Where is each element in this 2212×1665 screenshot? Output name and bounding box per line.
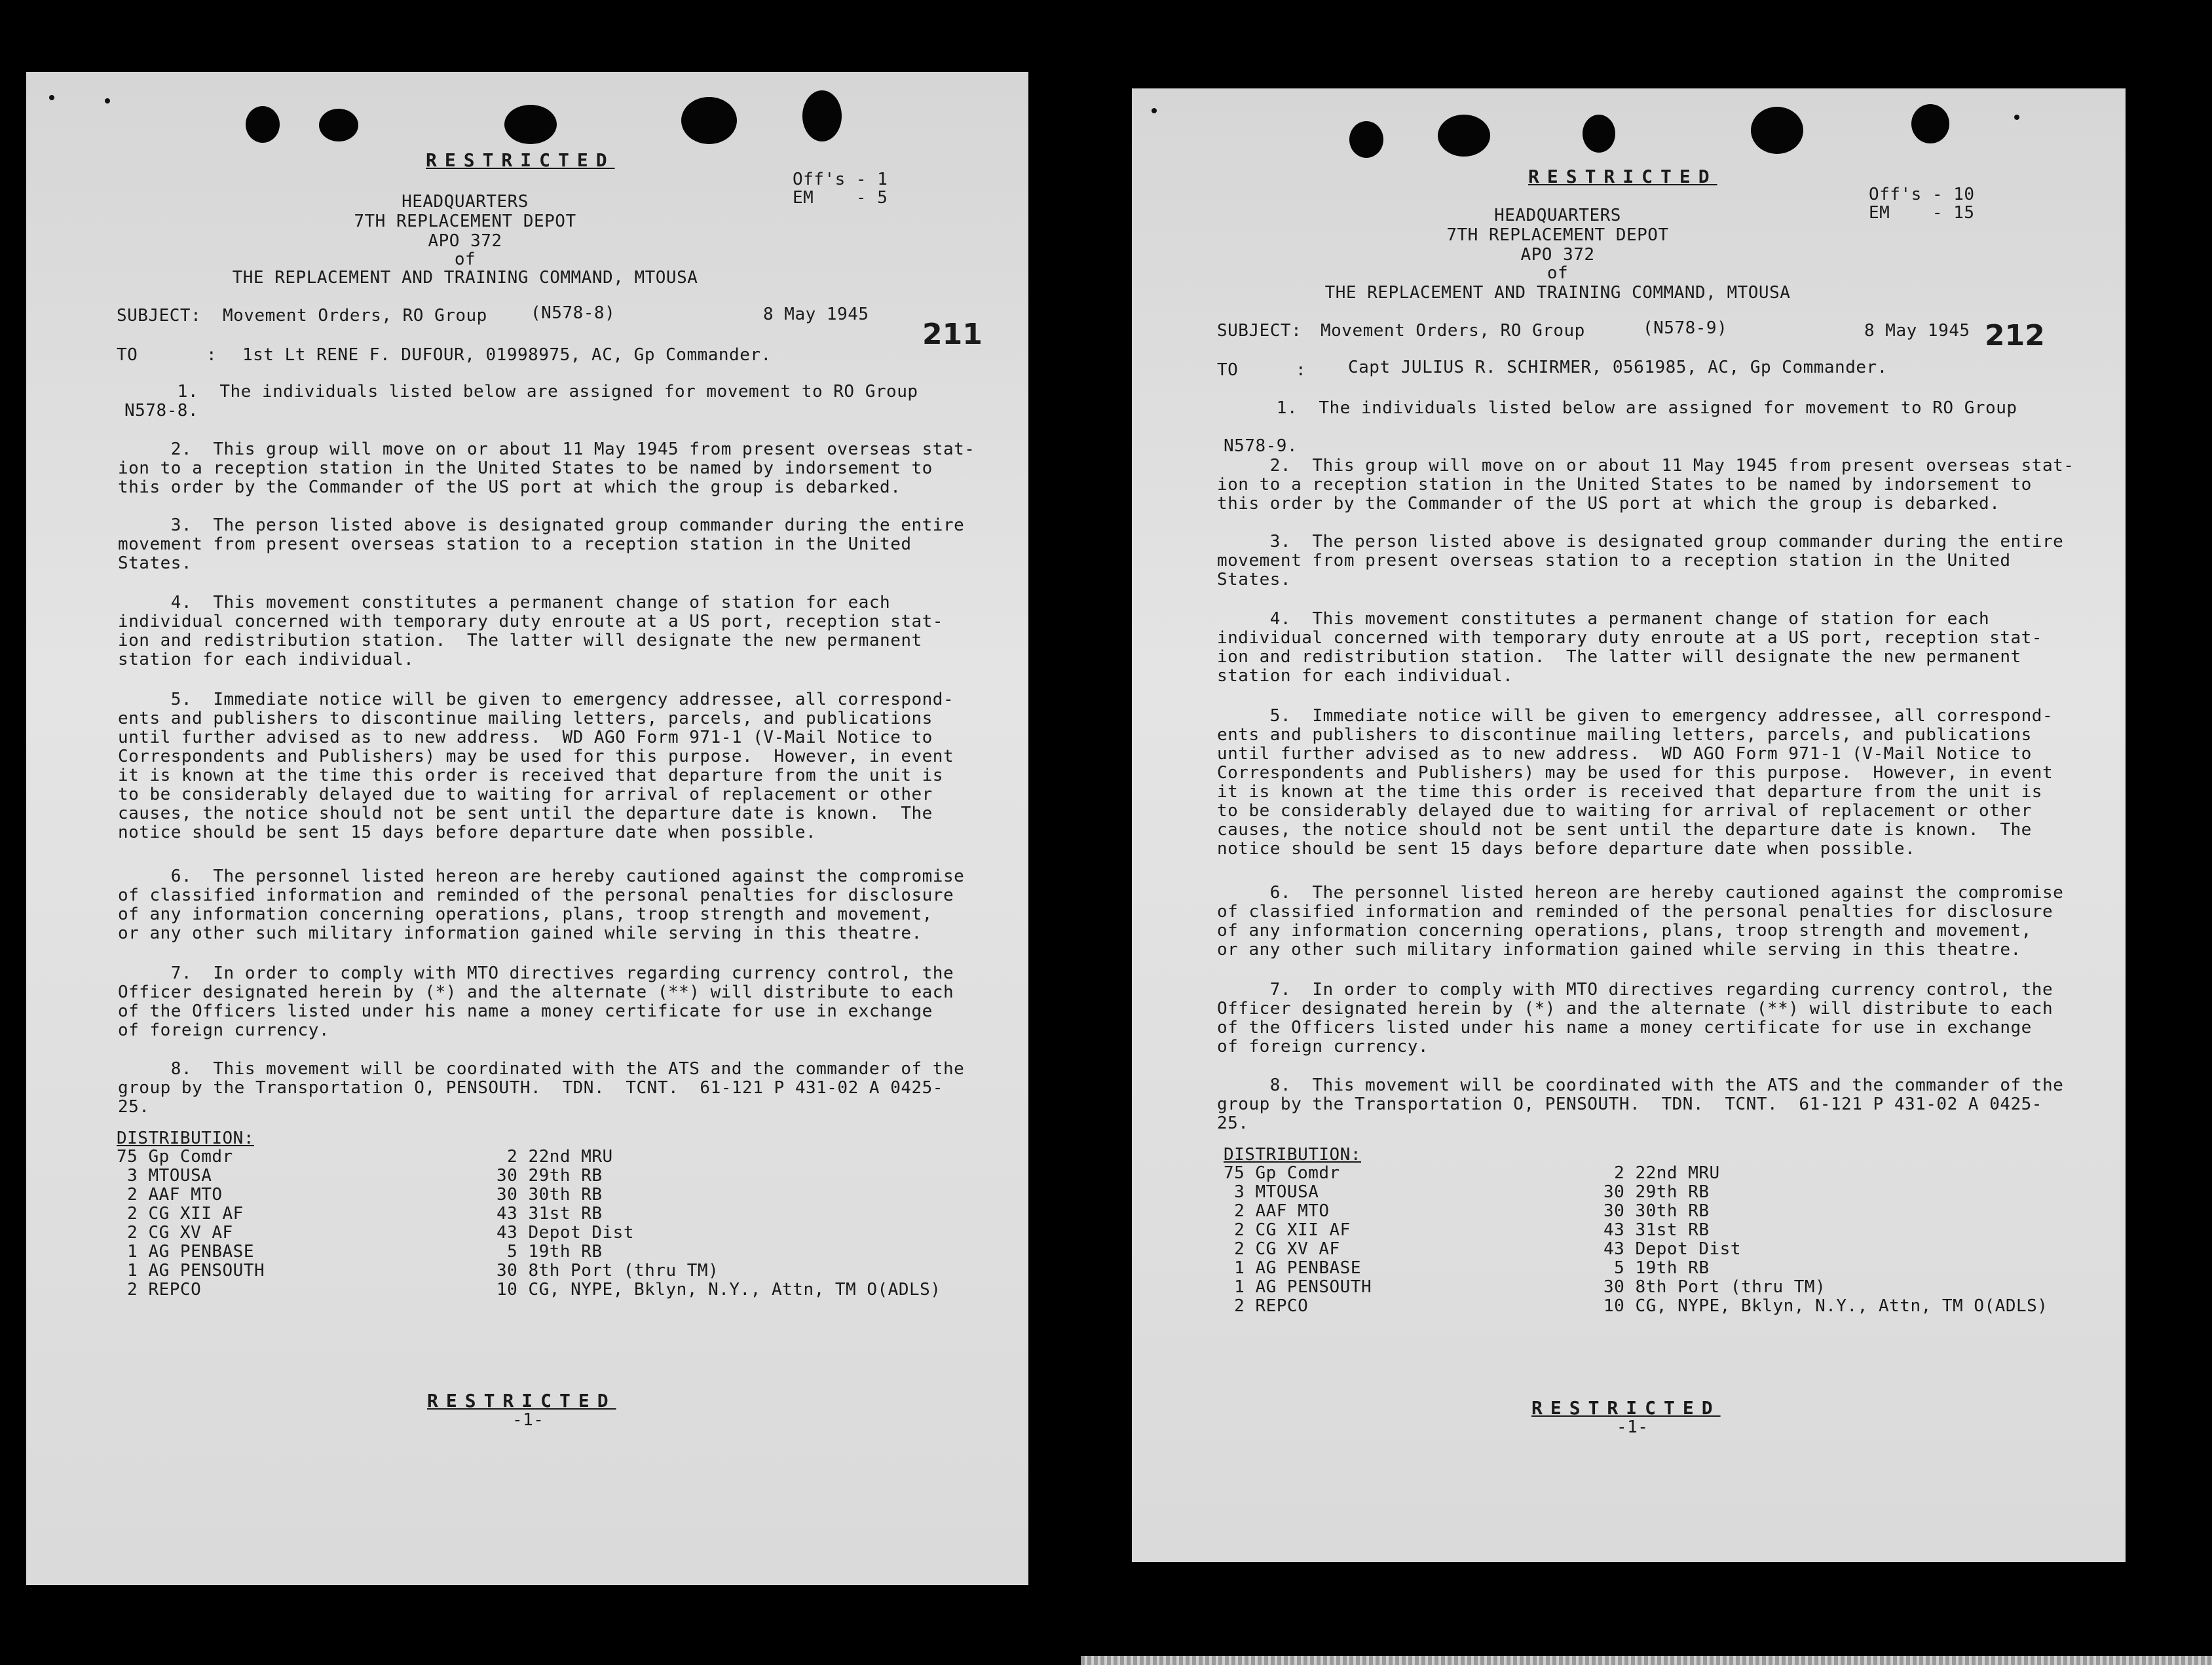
to-label: TO bbox=[117, 345, 138, 365]
distribution-list-right: 2 22nd MRU 30 29th RB 30 30th RB 43 31st RB 43 Depot Dist 5 19th RB 30 8th Port (thru TM) 10 CG, NYPE, Bklyn, N.Y., Attn, TM O(ADLS) bbox=[497, 1147, 941, 1300]
officer-count: Off's - 1 bbox=[793, 170, 888, 189]
speck bbox=[105, 98, 110, 103]
order-code: (N578-8) bbox=[531, 303, 616, 323]
apo-heading: APO 372 bbox=[1520, 245, 1595, 265]
subject-label: SUBJECT: bbox=[1217, 321, 1302, 341]
film-edge-strip bbox=[1081, 1656, 2212, 1665]
document-page-left bbox=[26, 72, 1028, 1585]
of-heading: of bbox=[1547, 263, 1569, 283]
paragraph-4: 4. This movement constitutes a permanent change of station for each individual concerned with temporary duty enroute at a US port, reception stat- ion and redistribution station. The latter will designate the new permanent station for each individual. bbox=[1217, 609, 2042, 686]
punch-hole bbox=[681, 97, 737, 144]
apo-heading: APO 372 bbox=[428, 231, 502, 251]
to-label: TO bbox=[1217, 360, 1239, 380]
page-number: -1- bbox=[1617, 1417, 1649, 1437]
punch-hole bbox=[1911, 104, 1949, 143]
to-recipient: 1st Lt RENE F. DUFOUR, 01998975, AC, Gp Commander. bbox=[242, 345, 772, 365]
command-heading: THE REPLACEMENT AND TRAINING COMMAND, MTOUSA bbox=[1324, 283, 1791, 303]
punch-hole bbox=[1583, 115, 1615, 153]
hq-heading: HEADQUARTERS bbox=[1494, 206, 1621, 225]
classification-footer: RESTRICTED bbox=[1531, 1397, 1721, 1419]
order-date: 8 May 1945 bbox=[1864, 321, 1970, 341]
hq-heading: HEADQUARTERS bbox=[402, 192, 529, 212]
punch-hole bbox=[319, 109, 358, 141]
paragraph-4: 4. This movement constitutes a permanent change of station for each individual concerned with temporary duty enroute at a US port, reception stat- ion and redistribution station. The latter will designate the new permanent station for each individual. bbox=[118, 593, 943, 669]
of-heading: of bbox=[454, 250, 476, 269]
subject-text: Movement Orders, RO Group bbox=[1321, 321, 1585, 341]
document-number: 211 bbox=[922, 318, 983, 351]
paragraph-2: 2. This group will move on or about 11 May 1945 from present overseas stat- ion to a reception station in the United States to be named by indorsement to this order by the Commander of the US port at which the group is debarked. bbox=[1217, 456, 2074, 514]
page-number: -1- bbox=[512, 1410, 544, 1430]
speck bbox=[1152, 108, 1157, 113]
speck bbox=[2014, 115, 2019, 120]
punch-hole bbox=[246, 106, 280, 143]
order-date: 8 May 1945 bbox=[763, 305, 869, 324]
enlisted-count: EM - 5 bbox=[793, 188, 888, 208]
paragraph-3: 3. The person listed above is designated group commander during the entire movement from present overseas station to a reception station in the United States. bbox=[1217, 532, 2064, 589]
paragraph-8: 8. This movement will be coordinated with the ATS and the commander of the group by the Transportation O, PENSOUTH. TDN. TCNT. 61-121 P 431-02 A 0425- 25. bbox=[1217, 1076, 2064, 1133]
paragraph-1: 1. The individuals listed below are assigned for movement to RO Group N578-9. bbox=[1224, 398, 2017, 456]
order-code: (N578-9) bbox=[1643, 318, 1728, 338]
paragraph-7: 7. In order to comply with MTO directives regarding currency control, the Officer designated herein by (*) and the alternate (**) will distribute to each of the Officers listed under his name a money certificate for use in exchange of foreign currency. bbox=[118, 963, 954, 1040]
officer-count: Off's - 10 bbox=[1869, 185, 1975, 204]
document-number: 212 bbox=[1985, 319, 2045, 352]
enlisted-count: EM - 15 bbox=[1869, 203, 1975, 223]
document-page-right bbox=[1132, 88, 2126, 1562]
classification-footer: RESTRICTED bbox=[427, 1390, 616, 1412]
paragraph-1: 1. The individuals listed below are assigned for movement to RO Group N578-8. bbox=[124, 382, 918, 421]
paragraph-6: 6. The personnel listed hereon are hereby cautioned against the compromise of classified information and reminded of the personal penalties for disclosure of any information concerning operations, plans, troop strength and movement, or any other such military information gained while serving in this theatre. bbox=[118, 867, 965, 943]
distribution-list-left: 75 Gp Comdr 3 MTOUSA 2 AAF MTO 2 CG XII AF 2 CG XV AF 1 AG PENBASE 1 AG PENSOUTH 2 REPCO bbox=[1224, 1163, 1372, 1316]
punch-hole bbox=[1751, 107, 1803, 154]
speck bbox=[49, 95, 54, 100]
paragraph-2: 2. This group will move on or about 11 May 1945 from present overseas stat- ion to a reception station in the United States to be named by indorsement to this order by the Commander of the US port at which the group is debarked. bbox=[118, 440, 975, 497]
punch-hole bbox=[1438, 115, 1490, 157]
punch-hole bbox=[504, 105, 557, 144]
classification-header: RESTRICTED bbox=[1528, 166, 1717, 187]
paragraph-5: 5. Immediate notice will be given to emergency addressee, all correspond- ents and publishers to discontinue mailing letters, parcels, and publications until further advised as to new address. WD AGO Form 971-1 (V-Mail Notice to Correspondents and Publishers) may be used for this purpose. However, in event it is known at the time this order is received that departure from the unit is to be considerably delayed due to waiting for arrival of replacement or other causes, the notice should not be sent until the departure date is known. The notice should be sent 15 days before departure date when possible. bbox=[118, 690, 954, 842]
subject-text: Movement Orders, RO Group bbox=[223, 306, 487, 326]
paragraph-6: 6. The personnel listed hereon are hereby cautioned against the compromise of classified information and reminded of the personal penalties for disclosure of any information concerning operations, plans, troop strength and movement, or any other such military information gained while serving in this theatre. bbox=[1217, 883, 2064, 960]
depot-heading: 7TH REPLACEMENT DEPOT bbox=[354, 212, 576, 231]
distribution-list-right: 2 22nd MRU 30 29th RB 30 30th RB 43 31st RB 43 Depot Dist 5 19th RB 30 8th Port (thru TM) 10 CG, NYPE, Bklyn, N.Y., Attn, TM O(ADLS) bbox=[1603, 1163, 2048, 1316]
distribution-heading: DISTRIBUTION: bbox=[117, 1129, 254, 1148]
to-recipient: Capt JULIUS R. SCHIRMER, 0561985, AC, Gp Commander. bbox=[1348, 358, 1888, 377]
punch-hole bbox=[802, 90, 842, 141]
paragraph-5: 5. Immediate notice will be given to emergency addressee, all correspond- ents and publishers to discontinue mailing letters, parcels, and publications until further advised as to new address. WD AGO Form 971-1 (V-Mail Notice to Correspondents and Publishers) may be used for this purpose. However, in event it is known at the time this order is received that departure from the unit is to be considerably delayed due to waiting for arrival of replacement or other causes, the notice should not be sent until the departure date is known. The notice should be sent 15 days before departure date when possible. bbox=[1217, 706, 2053, 859]
depot-heading: 7TH REPLACEMENT DEPOT bbox=[1446, 225, 1669, 245]
distribution-list-left: 75 Gp Comdr 3 MTOUSA 2 AAF MTO 2 CG XII AF 2 CG XV AF 1 AG PENBASE 1 AG PENSOUTH 2 REPCO bbox=[117, 1147, 265, 1300]
to-colon: : bbox=[1296, 360, 1307, 380]
command-heading: THE REPLACEMENT AND TRAINING COMMAND, MTOUSA bbox=[232, 268, 698, 288]
subject-label: SUBJECT: bbox=[117, 306, 202, 326]
paragraph-7: 7. In order to comply with MTO directives regarding currency control, the Officer designated herein by (*) and the alternate (**) will distribute to each of the Officers listed under his name a money certificate for use in exchange of foreign currency. bbox=[1217, 980, 2053, 1057]
punch-hole bbox=[1349, 121, 1383, 158]
paragraph-8: 8. This movement will be coordinated with the ATS and the commander of the group by the Transportation O, PENSOUTH. TDN. TCNT. 61-121 P 431-02 A 0425- 25. bbox=[118, 1059, 965, 1117]
to-colon: : bbox=[206, 345, 217, 365]
distribution-heading: DISTRIBUTION: bbox=[1224, 1145, 1361, 1165]
classification-header: RESTRICTED bbox=[426, 149, 615, 171]
paragraph-3: 3. The person listed above is designated group commander during the entire movement from present overseas station to a reception station in the United States. bbox=[118, 515, 965, 573]
